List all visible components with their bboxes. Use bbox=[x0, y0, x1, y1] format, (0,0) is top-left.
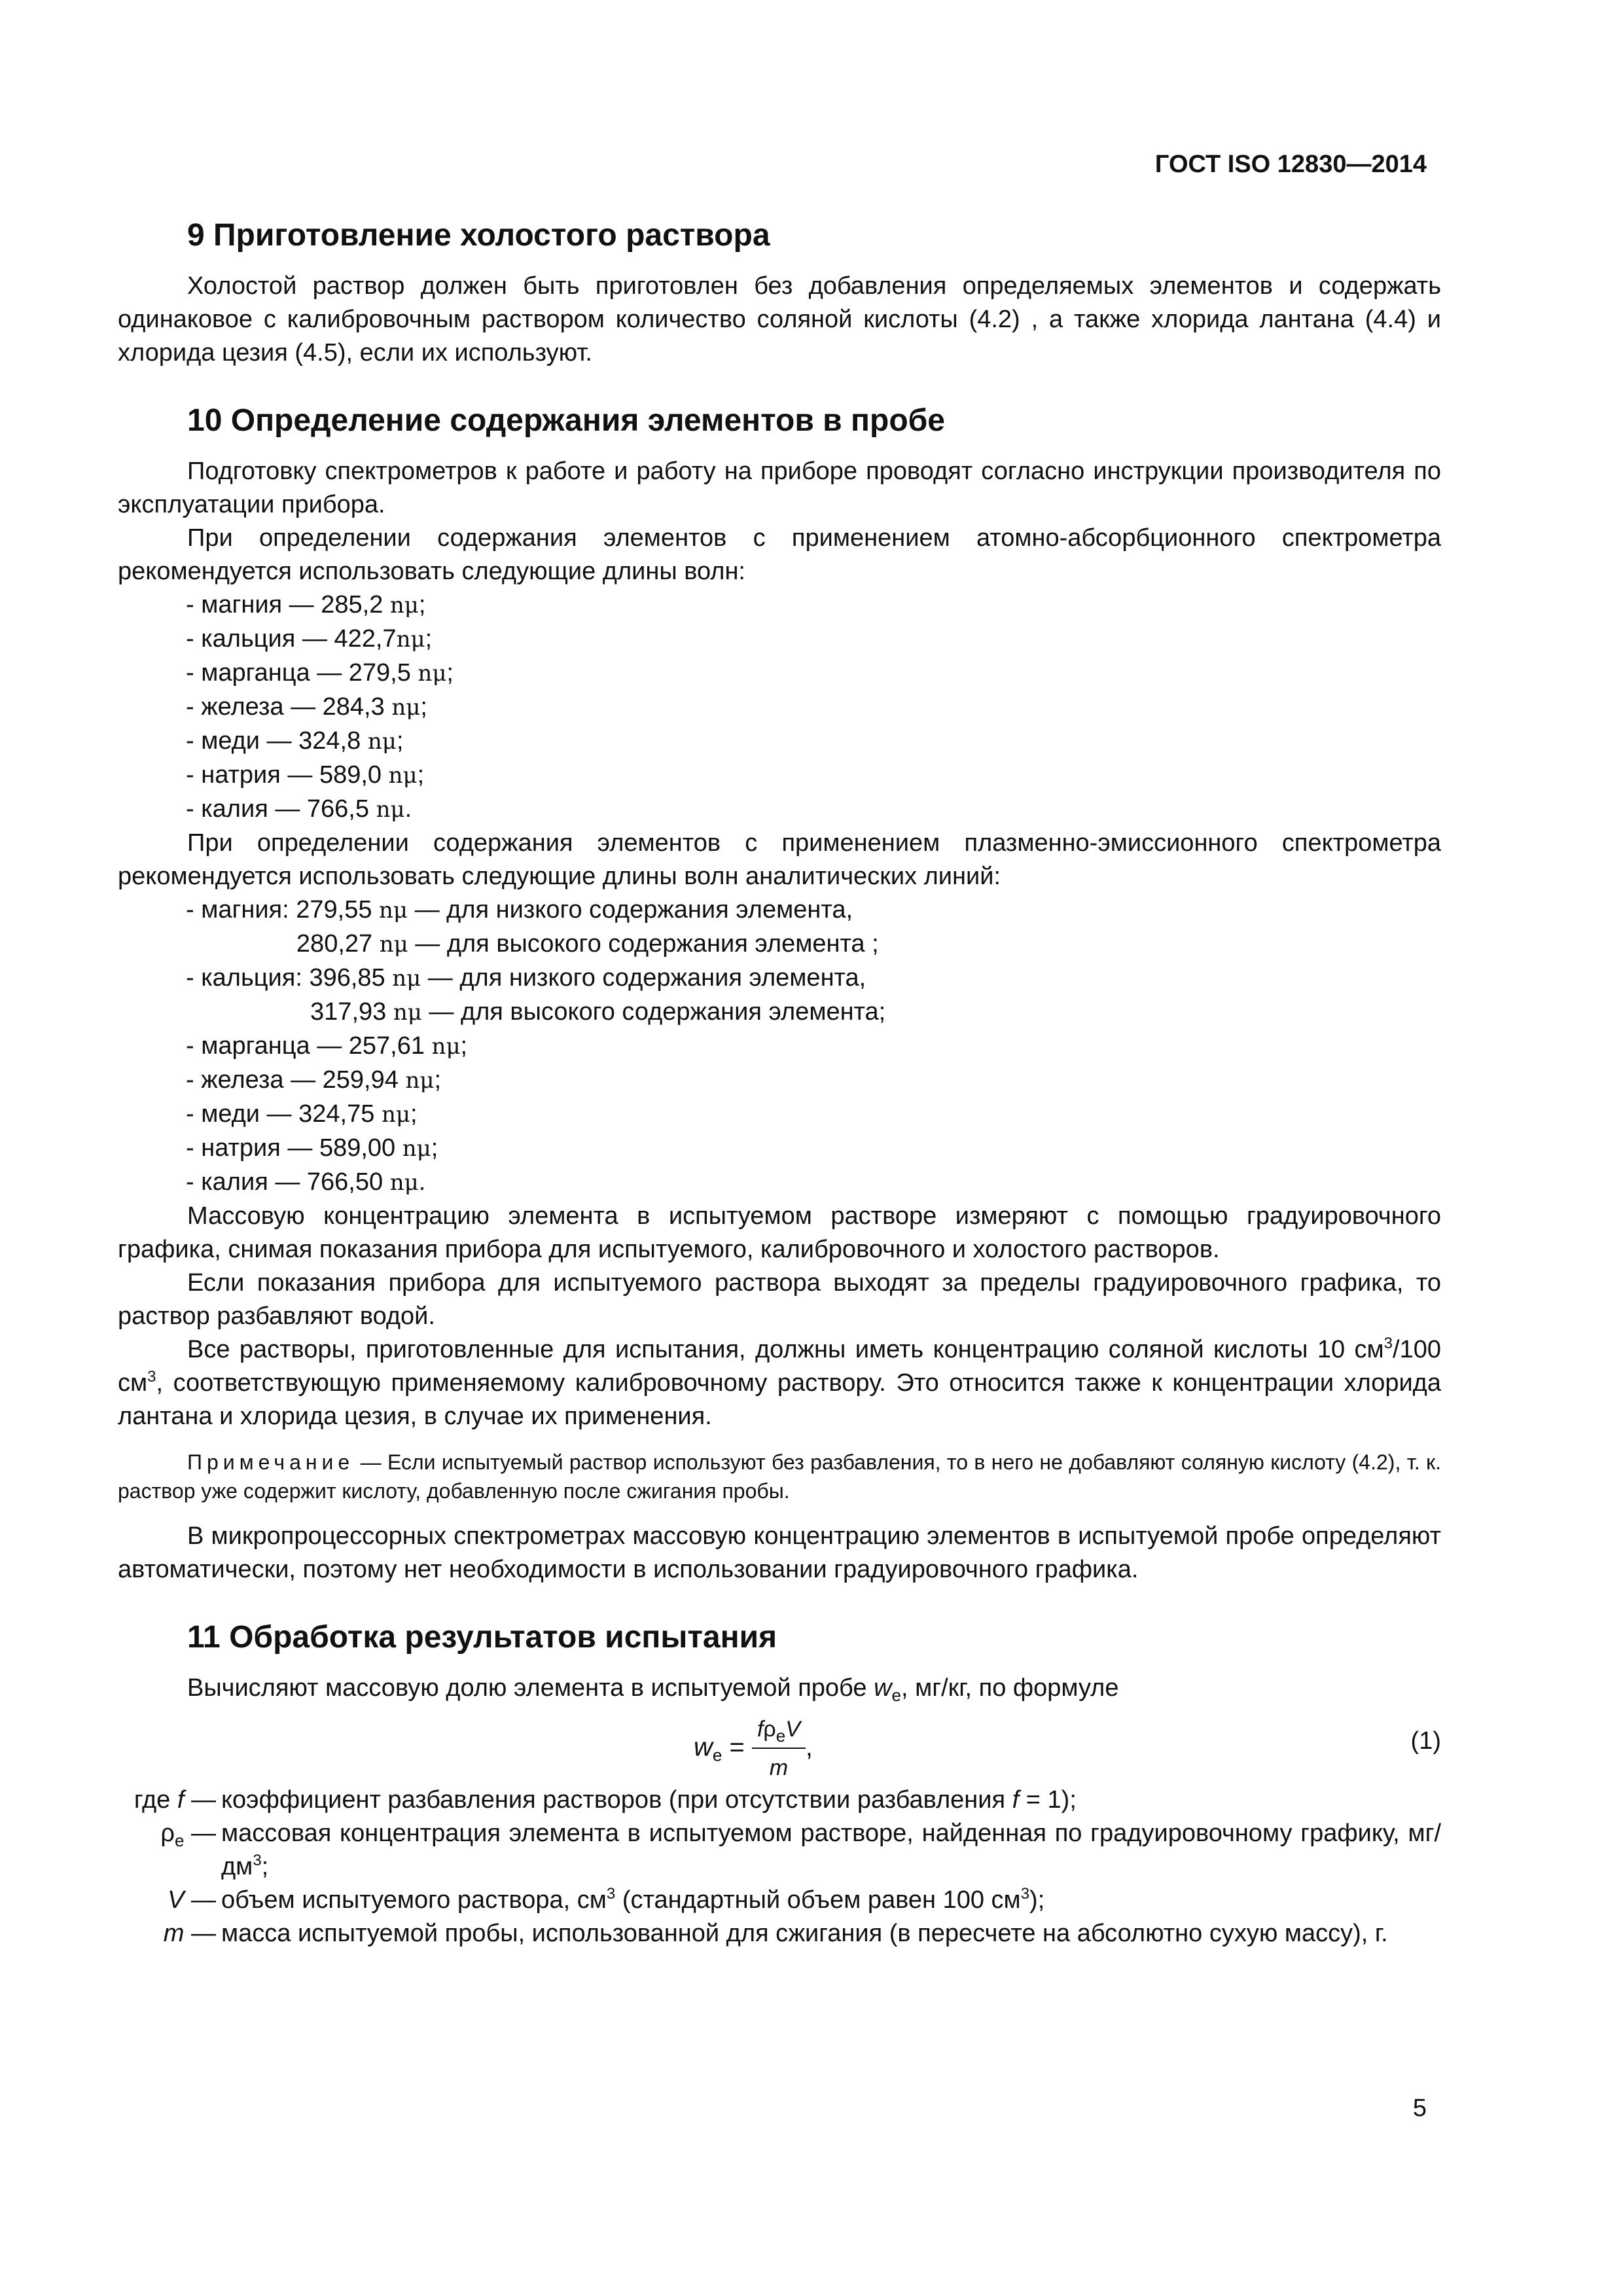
note-text: — Если испытуемый раствор используют без разбавления, то в него не добавляют соляную кислоту (4.2), т. к. раствор уже содержит кислоту, добавленную после сжигания пробы. bbox=[118, 1450, 1441, 1503]
document-code: ГОСТ ISO 12830—2014 bbox=[1154, 151, 1427, 178]
wavelength-list-aas bbox=[118, 588, 1441, 827]
list-item: - кальция — 422,7nμ; bbox=[186, 625, 433, 653]
section-10-title: 10 Определение содержания элементов в пробе bbox=[187, 403, 945, 438]
page-number: 5 bbox=[1412, 2094, 1427, 2122]
definition-rho: $\rho_e$ — массовая концентрация элемента в испытуемом растворе, найденная по градуировочному графику, $мг/дм^3$; bbox=[160, 1820, 1441, 1880]
list-item: - железа — 284,3 nμ; bbox=[186, 693, 427, 721]
list-item: - железа — 259,94 nμ; bbox=[186, 1066, 441, 1094]
list-item: - калия — 766,5 nμ. bbox=[186, 795, 412, 823]
section-11-title: 11 Обработка результатов испытания bbox=[187, 1620, 777, 1655]
section-10-paragraph-7: В микропроцессорных спектрометрах массовую концентрацию элементов в испытуемой пробе определяют автоматически, поэтому нет необходимости в использовании градуировочного графика. bbox=[118, 1522, 1441, 1583]
section-11-intro: Вычисляют массовую долю элемента в испытуемой пробе $w_e$, мг/кг, по формуле bbox=[187, 1674, 1119, 1705]
list-item: - меди — 324,75 nμ; bbox=[186, 1100, 418, 1128]
formula-definitions bbox=[118, 1784, 1441, 1950]
section-10-paragraph-3: При определении содержания элементов с применением плазменно-эмиссионного спектрометра рекомендуется использовать следующие длины волн аналитических линий: bbox=[118, 829, 1441, 890]
page-content bbox=[118, 216, 1441, 1950]
list-item: 280,27 nμ — для высокого содержания элемента ; bbox=[186, 930, 879, 958]
formula-row bbox=[118, 1705, 1441, 1784]
section-10-paragraph-4: Массовую концентрацию элемента в испытуемом растворе измеряют с помощью градуировочного графика, снимая показания прибора для испытуемого, калибровочного и холостого растворов. bbox=[118, 1202, 1441, 1263]
section-10-paragraph-6: Все растворы, приготовленные для испытания, должны иметь концентрацию соляной кислоты 10 $см^3/100$ $см^3$, соответствующую применяемому калибровочному раствору. Это относится также к концентрации хлорида лантана и хлорида цезия, в случае их применения. bbox=[118, 1335, 1441, 1430]
definition-v: V — объем испытуемого раствора, $см^3$ (стандартный объем равен 100 $см^3$); bbox=[168, 1885, 1045, 1914]
list-item: - марганца — 257,61 nμ; bbox=[186, 1032, 468, 1060]
list-item: 317,93 nμ — для высокого содержания элемента; bbox=[186, 998, 886, 1026]
section-10-paragraph-1: Подготовку спектрометров к работе и работу на приборе проводят согласно инструкции производителя по эксплуатации прибора. bbox=[118, 457, 1441, 518]
section-10-paragraph-2: При определении содержания элементов с применением атомно-абсорбционного спектрометра рекомендуется использовать следующие длины волн: bbox=[118, 524, 1441, 585]
note-label: Примечание bbox=[187, 1450, 355, 1474]
section-9-text: Холостой раствор должен быть приготовлен без добавления определяемых элементов и содержать одинаковое с калибровочным раствором количество соляной кислоты (4.2) , а также хлорида лантана (4.4) и хлорида цезия (4.5), если их используют. bbox=[118, 272, 1441, 367]
list-item: - натрия — 589,00 nμ; bbox=[186, 1134, 438, 1162]
definition-f: где f — коэффициент разбавления растворов (при отсутствии разбавления f = 1); bbox=[134, 1786, 1077, 1814]
section-9-title: 9 Приготовление холостого раствора bbox=[187, 218, 770, 253]
list-item: - калия — 766,50 nμ. bbox=[186, 1168, 426, 1196]
list-item: - натрия — 589,0 nμ; bbox=[186, 761, 425, 789]
wavelength-list-icp bbox=[118, 893, 1441, 1200]
note bbox=[118, 1448, 1441, 1505]
list-item: - кальция: 396,85 nμ — для низкого содержания элемента, bbox=[186, 964, 866, 992]
definition-m: m — масса испытуемой пробы, использованной для сжигания (в пересчете на абсолютно сухую массу), г. bbox=[163, 1920, 1388, 1947]
equation-number: (1) bbox=[1410, 1727, 1441, 1755]
list-item: - магния: 279,55 nμ — для низкого содержания элемента, bbox=[186, 896, 853, 924]
section-10-paragraph-5: Если показания прибора для испытуемого раствора выходят за пределы градуировочного графика, то раствор разбавляют водой. bbox=[118, 1269, 1441, 1330]
formula-fraction: $\frac{f\rho_eV}{m}$ bbox=[752, 1713, 806, 1785]
list-item: - магния — 285,2 nμ; bbox=[186, 591, 426, 619]
formula: $w_e$ = $\frac{f\rho_eV}{m}$ , bbox=[694, 1713, 813, 1785]
list-item: - меди — 324,8 nμ; bbox=[186, 727, 404, 755]
list-item: - марганца — 279,5 nμ; bbox=[186, 659, 454, 687]
